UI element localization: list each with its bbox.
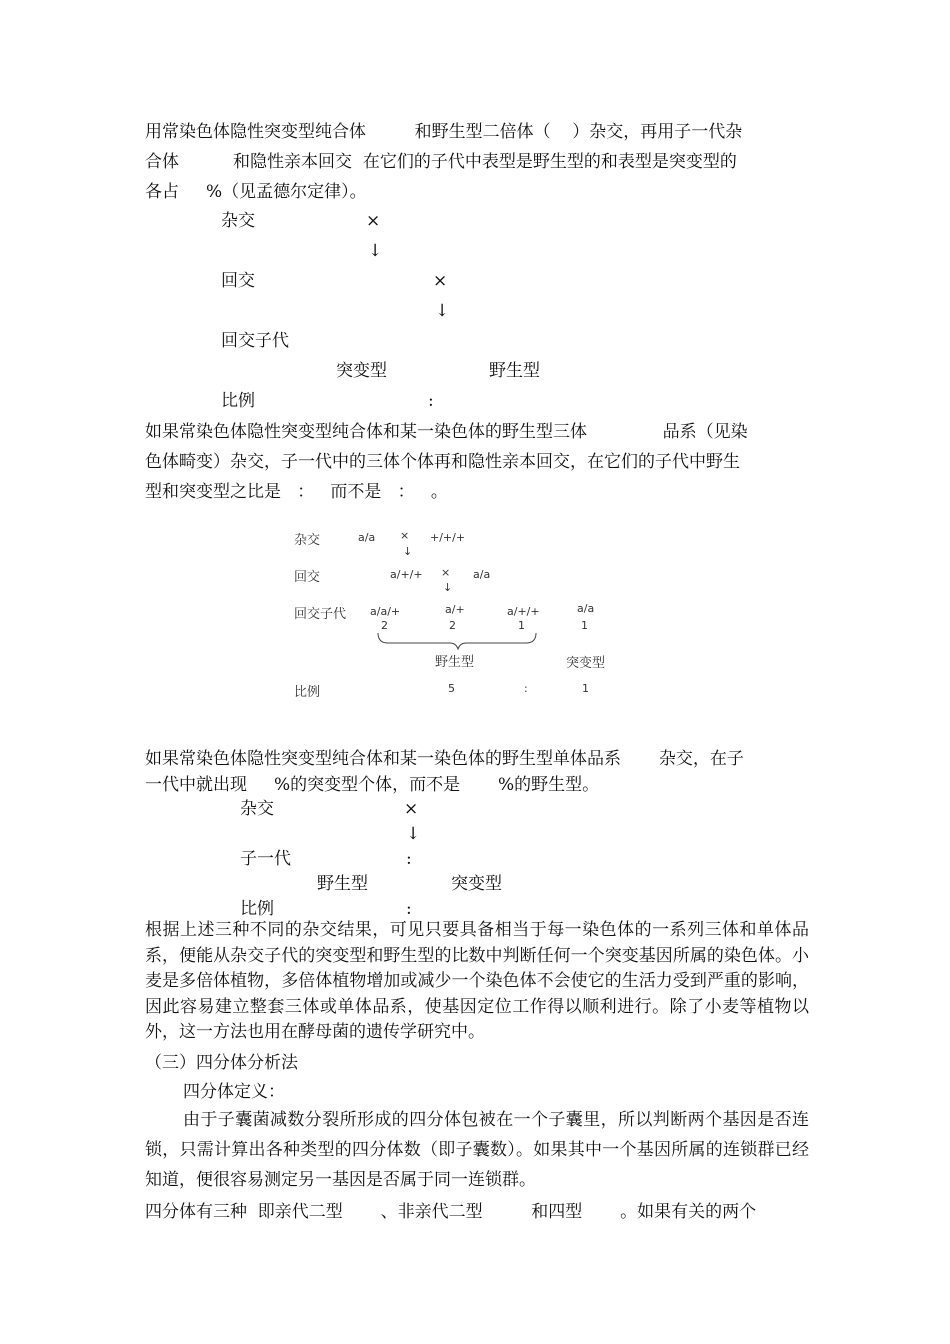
para1-line3: 各占 %（见孟德尔定律）。 xyxy=(145,182,367,202)
fig-backcross-label: 回交 xyxy=(294,570,321,585)
scheme2-wild-label: 野生型 xyxy=(317,874,368,894)
para1-line2: 合体 和隐性亲本回交 在它们的子代中表型是野生型的和表型是突变型的 xyxy=(145,152,737,172)
fig-ratio-label: 比例 xyxy=(294,685,321,700)
fig-cross-parent-b: +/+/+ xyxy=(430,531,466,544)
fig-ratio-mutant: 1 xyxy=(582,682,589,695)
para1-line1: 用常染色体隐性突变型纯合体 和野生型二倍体（ ）杂交，再用子一代杂 xyxy=(145,122,743,142)
fig-ratio-wild: 5 xyxy=(448,682,455,695)
scheme1-arrow-2: ↓ xyxy=(435,301,450,321)
fig-genotype-3: a/+/+ xyxy=(507,605,540,618)
scheme1-ratio-label: 比例 xyxy=(221,391,255,411)
scheme1-cross-times: × xyxy=(366,211,381,231)
fig-arrow-2: ↓ xyxy=(443,581,453,594)
fig-count-3: 1 xyxy=(518,619,525,632)
fig-ratio-colon: : xyxy=(524,682,528,695)
scheme2-cross-label: 杂交 xyxy=(240,799,274,819)
para2-line1: 如果常染色体隐性突变型纯合体和某一染色体的野生型三体 品系（见染 xyxy=(145,422,748,442)
para4-conclusion: 根据上述三种不同的杂交结果，可见只要具备相当于每一染色体的一系列三体和单体品系，便能从杂交子代的突变型和野生型的比数中判断任何一个突变基因所属的染色体。小麦是多倍体植物，多倍体植物增加或减少一个染色体不会使它的生活力受到严重的影响，因此容易建立整套三体或单体品系，使基因定位工作得以顺利进行。除了小麦等植物以外，这一方法也用在酵母菌的遗传学研究中。 xyxy=(145,920,809,1042)
scheme1-wild-label: 野生型 xyxy=(489,361,540,381)
scheme2-ratio-label: 比例 xyxy=(240,899,274,919)
section-heading-tetrad-analysis: （三）四分体分析法 xyxy=(145,1053,298,1073)
fig-backcross-parent-b: a/a xyxy=(473,568,491,581)
scheme2-cross-times: × xyxy=(404,799,419,819)
fig-count-2: 2 xyxy=(449,619,456,632)
scheme1-arrow-1: ↓ xyxy=(368,241,383,261)
fig-wildtype-label: 野生型 xyxy=(435,655,475,670)
scheme1-mutant-label: 突变型 xyxy=(336,361,387,381)
scheme2-arrow: ↓ xyxy=(406,824,421,844)
fig-count-4: 1 xyxy=(581,619,588,632)
para3-line1: 如果常染色体隐性突变型纯合体和某一染色体的野生型单体品系 杂交，在子 xyxy=(145,749,744,769)
fig-wildtype-brace xyxy=(288,523,618,703)
scheme1-ratio-colon: : xyxy=(428,391,434,411)
fig-genotype-4: a/a xyxy=(577,602,595,615)
scheme2-f1-label: 子一代 xyxy=(240,849,291,869)
para2-line3: 型和突变型之比是 ： 而不是 ： 。 xyxy=(145,482,448,502)
fig-progeny-label: 回交子代 xyxy=(294,607,347,622)
fig-backcross-parent-a: a/+/+ xyxy=(390,568,423,581)
scheme1-progeny-label: 回交子代 xyxy=(221,331,289,351)
fig-mutant-label: 突变型 xyxy=(566,656,606,671)
scheme2-ratio-colon: : xyxy=(406,899,412,919)
scheme2-f1-colon: : xyxy=(406,849,412,869)
fig-cross-parent-a: a/a xyxy=(358,531,376,544)
trisomic-cross-figure xyxy=(288,523,618,703)
fig-backcross-times: × xyxy=(441,566,451,579)
para2-line2: 色体畸变）杂交，子一代中的三体个体再和隐性亲本回交，在它们的子代中野生 xyxy=(145,452,740,472)
fig-cross-times: × xyxy=(400,529,410,542)
scheme1-cross-label: 杂交 xyxy=(221,211,255,231)
fig-count-1: 2 xyxy=(381,619,388,632)
fig-genotype-1: a/a/+ xyxy=(370,605,401,618)
para3-line2: 一代中就出现 %的突变型个体，而不是 %的野生型。 xyxy=(145,775,600,795)
para5-tetrad-definition: 由于子囊菌减数分裂所形成的四分体包被在一个子囊里，所以判断两个基因是否连锁，只需计算出各种类型的四分体数（即子囊数）。如果其中一个基因所属的连锁群已经知道，便很容易测定另一基因是否属于同一连锁群。 xyxy=(145,1110,809,1190)
scheme2-mutant-label: 突变型 xyxy=(451,874,502,894)
tetrad-definition-label: 四分体定义： xyxy=(183,1082,285,1102)
para6-line1: 四分体有三种 即亲代二型 、非亲代二型 和四型 。如果有关的两个 xyxy=(145,1202,757,1222)
fig-genotype-2: a/+ xyxy=(445,603,465,616)
scheme1-backcross-times: × xyxy=(433,271,448,291)
fig-cross-label: 杂交 xyxy=(294,533,321,548)
fig-arrow-1: ↓ xyxy=(403,545,413,558)
scheme1-backcross-label: 回交 xyxy=(221,271,255,291)
